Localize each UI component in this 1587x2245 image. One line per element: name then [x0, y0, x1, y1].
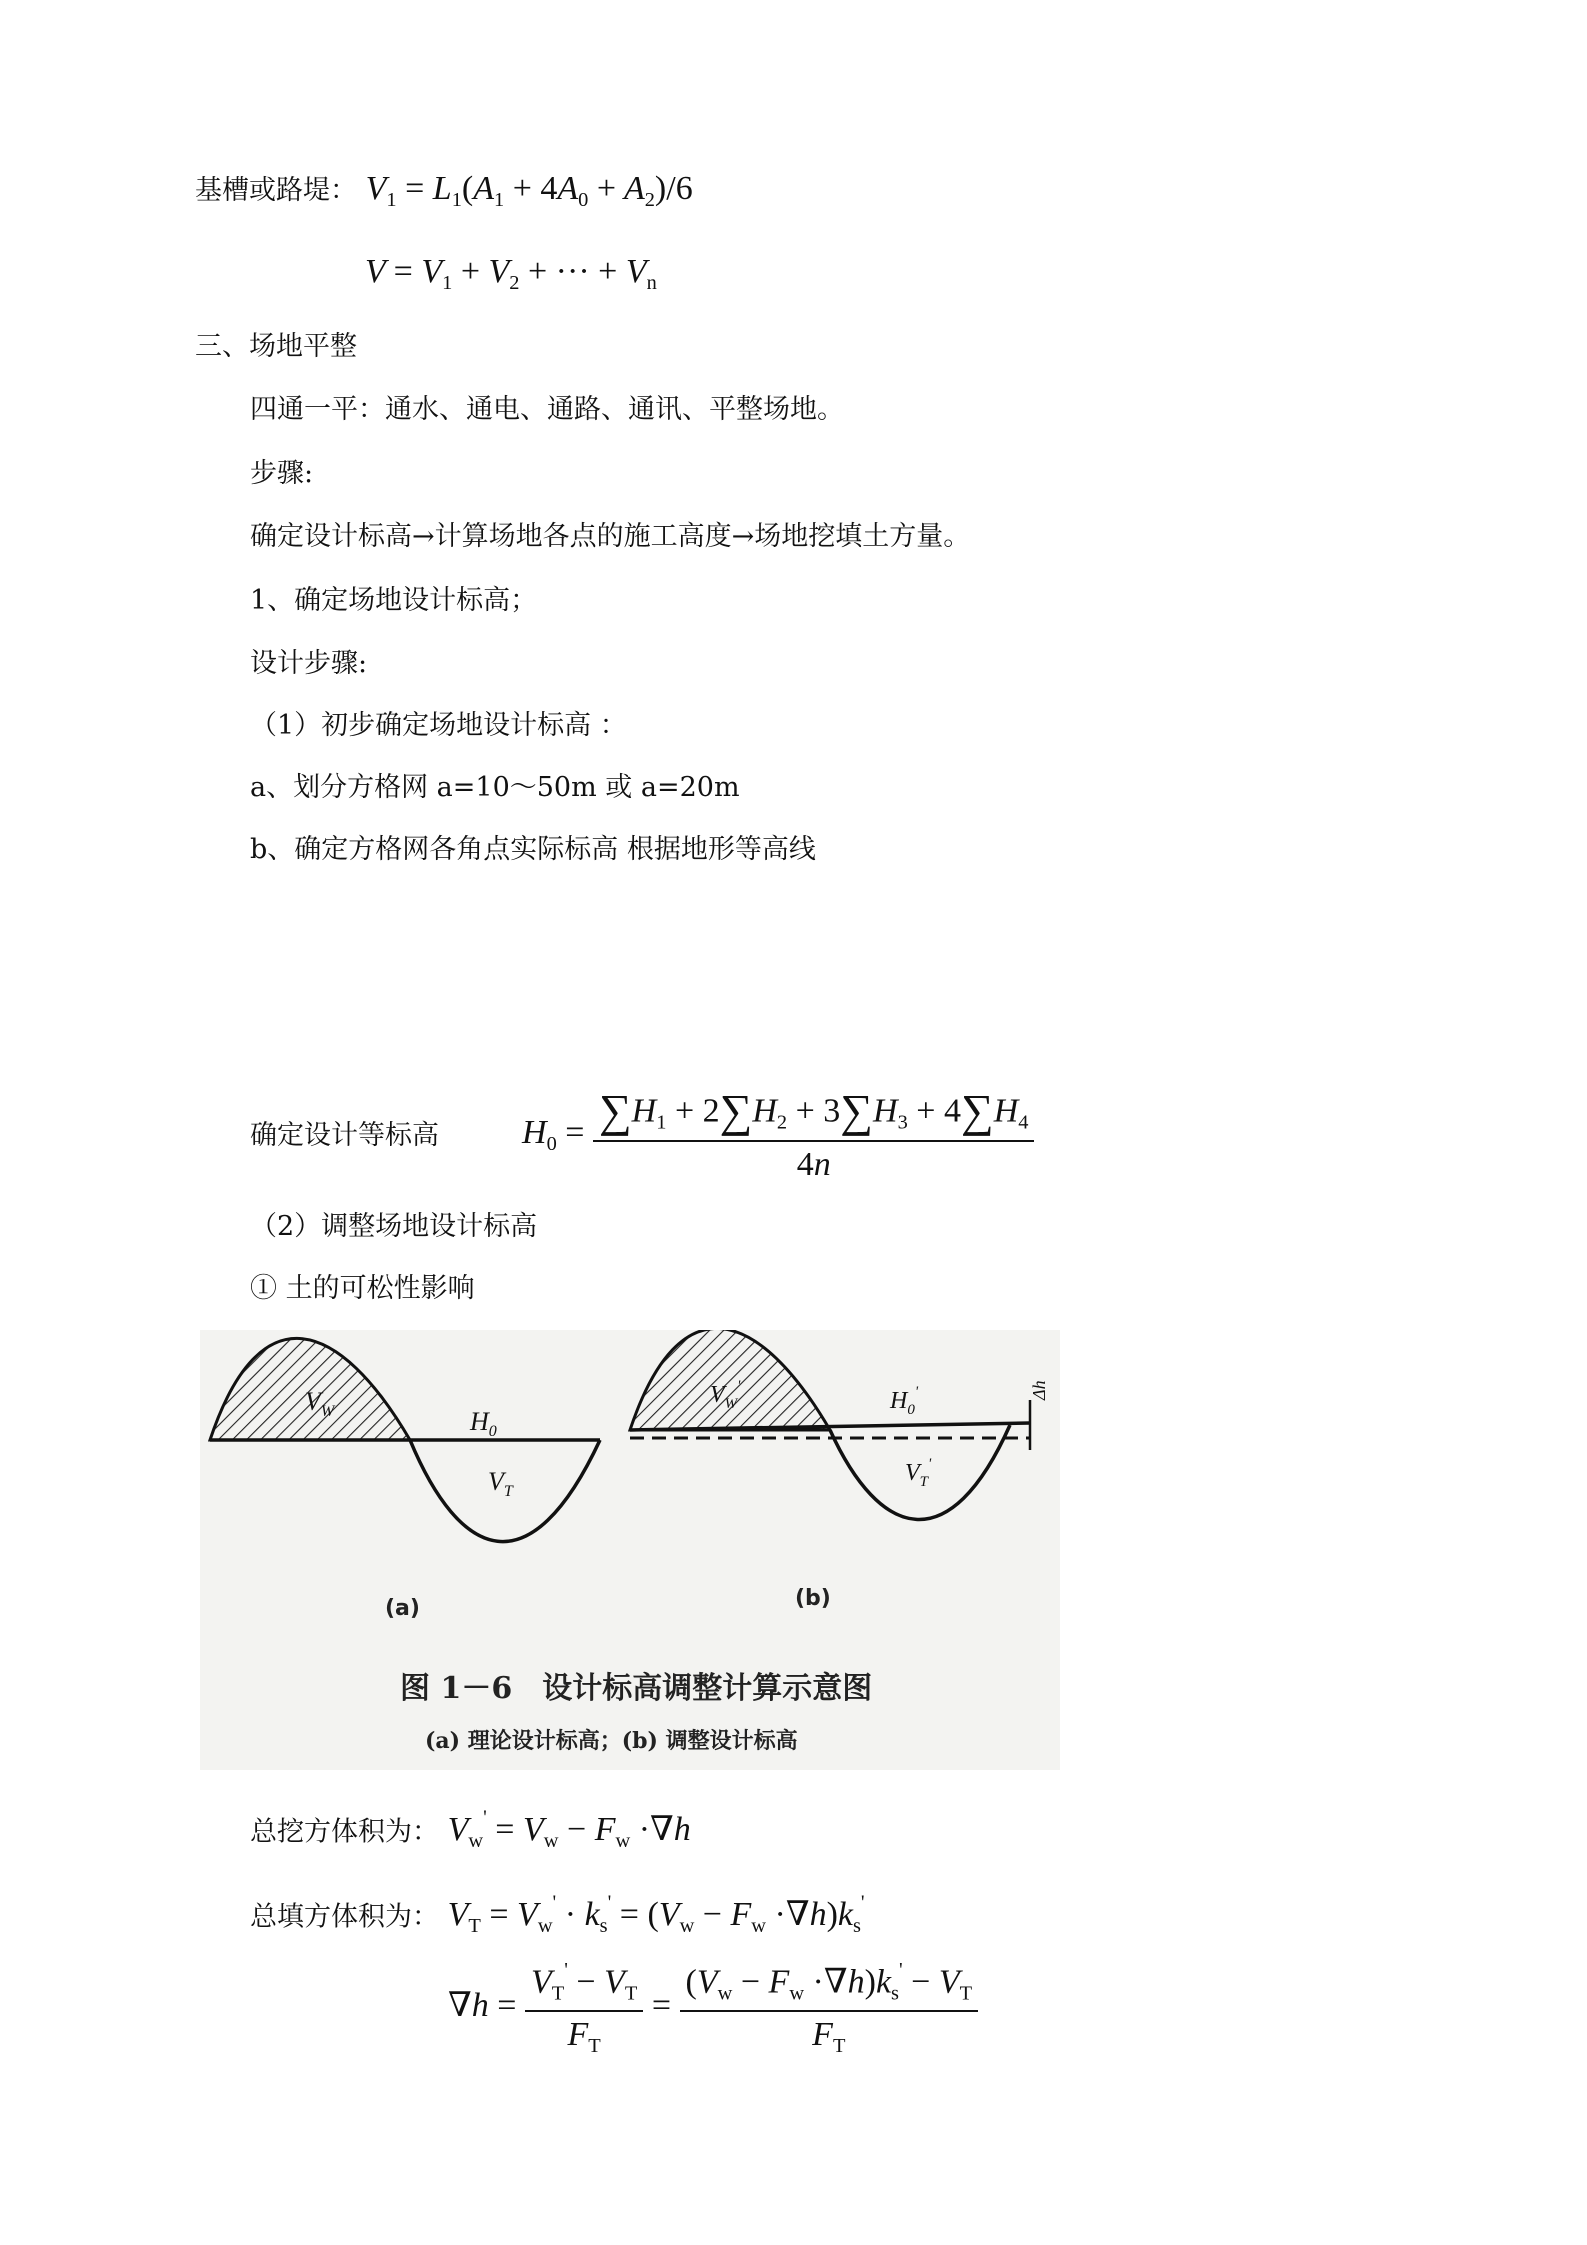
vt-prime-label-b: $V_T'$ [905, 1456, 932, 1490]
sub1-title: （1）初步确定场地设计标高 ： [250, 710, 627, 741]
design-elev-label: 确定设计等标高 [250, 1120, 439, 1151]
total-fill-line [250, 1893, 865, 1937]
diagram-a [210, 1338, 600, 1621]
cut-area-b [630, 1330, 830, 1430]
steps-label: 步骤: [250, 458, 314, 489]
steps-flow: 确定设计标高→计算场地各点的施工高度→场地挖填土方量。 [250, 521, 971, 552]
a-item: a、划分方格网 a=10～50m 或 a=20m [250, 772, 740, 803]
trench-volume-formula: $V_1 = L_1(A_1 + 4A_0 + A_2)/6$ [365, 170, 693, 212]
label-a: (a) [385, 1596, 420, 1621]
trench-formula-line [195, 172, 693, 211]
design-elev-formula: $H_0$ = $\frac{\sum H_1 + 2\sum H_2 + 3\sum H_3 + 4\sum H_4}{4n}$ [522, 1088, 1034, 1182]
total-cut-formula: $V_w' = V_w - F_w \cdot\nabla h$ [447, 1807, 691, 1853]
section3-title: 三、场地平整 [195, 331, 357, 362]
elevation-adjust-figure [200, 1330, 1060, 1770]
vt-label-a: $V_T$ [488, 1467, 513, 1500]
sub2-title: （2）调整场地设计标高 [250, 1211, 538, 1242]
trench-label: 基槽或路堤： [195, 175, 357, 206]
total-fill-formula: $V_T = V_w' \cdot k_s' = (V_w - F_w \cdot\nabla h)k_s'$ [447, 1892, 865, 1938]
h0-prime-label-b: $H_0'$ [890, 1384, 919, 1418]
four-one-text: 四通一平：通水、通电、通路、通讯、平整场地。 [250, 394, 844, 425]
delta-h-formula: ∇h = $\frac{V_T' - V_T}{F_T}$ = $\frac{(V_w - F_w \cdot\nabla h)k_s' - V_T}{F_T}$ [448, 1960, 978, 2056]
vw-label-a: $V_W$ [305, 1387, 335, 1420]
b-item: b、确定方格网各角点实际标高 根据地形等高线 [250, 834, 816, 865]
vw-prime-label-b: $V_W'$ [710, 1378, 741, 1412]
design-steps-label: 设计步骤: [250, 648, 368, 679]
figure-caption-main: 图 1－6 设计标高调整计算示意图 [400, 1671, 873, 1706]
circle1-text: ① 土的可松性影响 [250, 1273, 475, 1304]
total-cut-line [250, 1808, 691, 1852]
total-cut-label: 总挖方体积为： [250, 1816, 439, 1848]
total-volume-formula: $V = V_1 + V_2$ + ··· + $V_n$ [365, 253, 657, 295]
figure-svg [200, 1330, 1060, 1770]
label-b: (b) [795, 1586, 831, 1611]
h0-label-a: $H_0$ [470, 1407, 497, 1440]
figure-caption-sub: (a) 理论设计标高；(b) 调整设计标高 [425, 1728, 798, 1754]
item1: 1、确定场地设计标高； [250, 585, 538, 616]
dh-label: Δh [1029, 1380, 1049, 1400]
total-fill-label: 总填方体积为： [250, 1901, 439, 1933]
diagram-b [630, 1330, 1049, 1611]
